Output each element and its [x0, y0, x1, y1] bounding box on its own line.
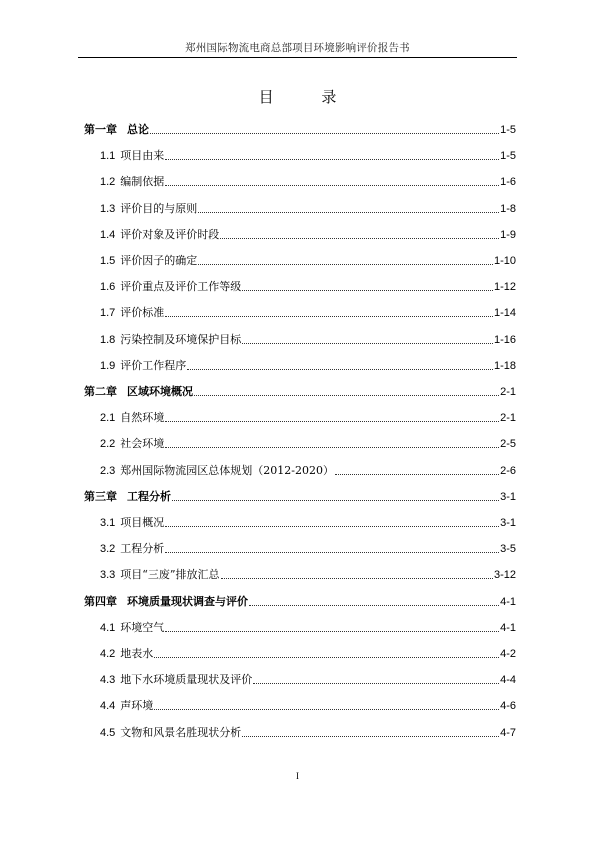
toc-entry-number: 1.2 — [100, 176, 116, 189]
toc-entry-label: 评价因子的确定 — [120, 254, 198, 267]
toc-entry-label: 环境空气 — [120, 620, 165, 634]
dot-leader — [220, 238, 499, 239]
toc-section-entry[interactable] — [100, 409, 516, 425]
toc-section-entry[interactable] — [100, 697, 516, 713]
toc-entry-label: 总论 — [127, 123, 149, 136]
toc-entry-label: 编制依据 — [120, 175, 165, 189]
toc-entry-label: 地表水 — [120, 647, 154, 660]
toc-section-entry[interactable] — [100, 462, 516, 478]
toc-chapter-entry[interactable] — [84, 593, 516, 609]
toc-entry-page: 4-4 — [500, 674, 516, 687]
dot-leader — [172, 500, 499, 501]
toc-entry-label: 项目由来 — [120, 149, 165, 163]
toc-entry-label: 评价重点及评价工作等级 — [120, 280, 242, 294]
toc-entry-label: 区域环境概况 — [127, 385, 193, 398]
dot-leader — [249, 605, 499, 606]
toc-entry-label: 文物和风景名胜现状分析 — [120, 725, 242, 739]
dot-leader — [154, 709, 499, 710]
toc-entry-page: 3-12 — [493, 569, 516, 582]
dot-leader — [154, 657, 499, 658]
toc-entry-page: 2-1 — [500, 386, 516, 398]
toc-entry-page: 4-2 — [500, 648, 516, 660]
dot-leader — [194, 395, 499, 396]
toc-entry-label: 郑州国际物流园区总体规划（2012-2020） — [120, 463, 335, 477]
toc-entry-page: 3-5 — [500, 543, 516, 556]
toc-entry-number: 3.3 — [100, 569, 116, 582]
toc-entry-number: 4.1 — [100, 621, 116, 634]
toc-entry-label: 评价目的与原则 — [120, 201, 198, 215]
toc-entry-number: 1.1 — [100, 150, 116, 163]
toc-entry-label: 项目概况 — [120, 516, 165, 529]
toc-entry-label: 自然环境 — [120, 411, 165, 425]
toc-section-entry[interactable] — [100, 226, 516, 242]
dot-leader — [165, 447, 499, 448]
toc-entry-page: 4-7 — [500, 726, 516, 739]
toc-entry-page: 3-1 — [500, 490, 516, 503]
toc-entry-number: 4.5 — [100, 726, 116, 739]
toc-section-entry[interactable] — [100, 435, 516, 451]
toc-entry-label: 评价对象及评价时段 — [120, 227, 220, 241]
toc-entry-number: 4.3 — [100, 674, 116, 687]
toc-section-entry[interactable] — [100, 566, 516, 582]
toc-entry-label: 地下水环境质量现状及评价 — [120, 673, 253, 687]
toc-section-entry[interactable] — [100, 331, 516, 347]
dot-leader — [150, 133, 499, 134]
toc-heading: 目 录 — [258, 88, 337, 106]
toc-section-entry[interactable] — [100, 173, 516, 189]
toc-entry-label: 环境质量现状调查与评价 — [127, 594, 248, 608]
dot-leader — [242, 343, 493, 344]
dot-leader — [165, 316, 493, 317]
toc-entry-number: 3.1 — [100, 517, 116, 529]
dot-leader — [165, 631, 499, 632]
toc-entry-page: 1-5 — [500, 150, 516, 163]
toc-entry-page: 1-16 — [493, 333, 516, 346]
toc-entry-number: 4.2 — [100, 648, 116, 660]
toc-section-entry[interactable] — [100, 671, 516, 687]
toc-section-entry[interactable] — [100, 278, 516, 294]
toc-entry-number: 4.4 — [100, 700, 116, 713]
dot-leader — [165, 421, 499, 422]
dot-leader — [198, 264, 493, 265]
toc-entry-number: 1.5 — [100, 255, 116, 267]
toc-entry-page: 1-12 — [493, 281, 516, 294]
toc-entry-number: 1.3 — [100, 202, 116, 215]
toc-section-entry[interactable] — [100, 514, 516, 530]
dot-leader — [242, 290, 493, 291]
dot-leader — [221, 578, 493, 579]
toc-entry-page: 1-5 — [500, 124, 516, 136]
toc-entry-number: 第三章 — [84, 489, 117, 503]
dot-leader — [253, 683, 499, 684]
toc-section-entry[interactable] — [100, 200, 516, 216]
toc-entry-page: 1-18 — [493, 359, 516, 372]
toc-entry-page: 2-1 — [500, 412, 516, 425]
page-number: I — [296, 771, 299, 781]
dot-leader — [242, 736, 499, 737]
toc-entry-number: 第一章 — [84, 123, 117, 136]
header-divider — [78, 57, 517, 58]
dot-leader — [165, 552, 499, 553]
toc-section-entry[interactable] — [100, 252, 516, 268]
toc-entry-label: 工程分析 — [127, 489, 171, 503]
dot-leader — [165, 185, 499, 186]
toc-entry-number: 1.6 — [100, 281, 116, 294]
dot-leader — [335, 474, 499, 475]
toc-entry-number: 2.3 — [100, 464, 116, 477]
toc-section-entry[interactable] — [100, 540, 516, 556]
toc-entry-number: 3.2 — [100, 543, 116, 556]
dot-leader — [165, 159, 499, 160]
toc-entry-label: 污染控制及环境保护目标 — [120, 332, 242, 346]
toc-entry-page: 4-6 — [500, 700, 516, 713]
toc-entry-page: 1-9 — [500, 228, 516, 241]
toc-entry-page: 2-6 — [500, 464, 516, 477]
toc-entry-number: 1.4 — [100, 228, 116, 241]
toc-entry-label: 社会环境 — [120, 437, 165, 451]
toc-entry-page: 4-1 — [500, 595, 516, 608]
toc-section-entry[interactable] — [100, 304, 516, 320]
toc-chapter-entry[interactable] — [84, 121, 516, 137]
running-header-title: 郑州国际物流电商总部项目环境影响评价报告书 — [185, 42, 410, 54]
toc-entry-label: 工程分析 — [120, 542, 165, 556]
toc-section-entry[interactable] — [100, 147, 516, 163]
toc-entry-page: 2-5 — [500, 438, 516, 451]
dot-leader — [187, 369, 493, 370]
toc-entry-number: 2.1 — [100, 412, 116, 425]
toc-entry-label: 项目“三废”排放汇总 — [120, 568, 220, 582]
toc-entry-label: 评价工作程序 — [120, 358, 187, 372]
dot-leader — [165, 526, 499, 527]
toc-entry-number: 第二章 — [84, 385, 117, 398]
toc-entry-page: 3-1 — [500, 517, 516, 529]
toc-entry-number: 2.2 — [100, 438, 116, 451]
toc-entry-page: 1-8 — [500, 202, 516, 215]
toc-entry-page: 4-1 — [500, 621, 516, 634]
dot-leader — [198, 212, 499, 213]
toc-entry-number: 1.8 — [100, 333, 116, 346]
toc-entry-label: 声环境 — [120, 699, 154, 713]
toc-entry-number: 1.9 — [100, 359, 116, 372]
toc-entry-number: 第四章 — [84, 594, 117, 608]
toc-entry-page: 1-6 — [500, 176, 516, 189]
toc-section-entry[interactable] — [100, 357, 516, 373]
toc-entry-number: 1.7 — [100, 307, 116, 320]
toc-entry-page: 1-10 — [493, 255, 516, 267]
toc-section-entry[interactable] — [100, 619, 516, 635]
toc-chapter-entry[interactable] — [84, 383, 516, 399]
toc-chapter-entry[interactable] — [84, 488, 516, 504]
toc-section-entry[interactable] — [100, 724, 516, 740]
toc-entry-page: 1-14 — [493, 307, 516, 320]
toc-entry-label: 评价标准 — [120, 306, 165, 320]
toc-section-entry[interactable] — [100, 645, 516, 661]
